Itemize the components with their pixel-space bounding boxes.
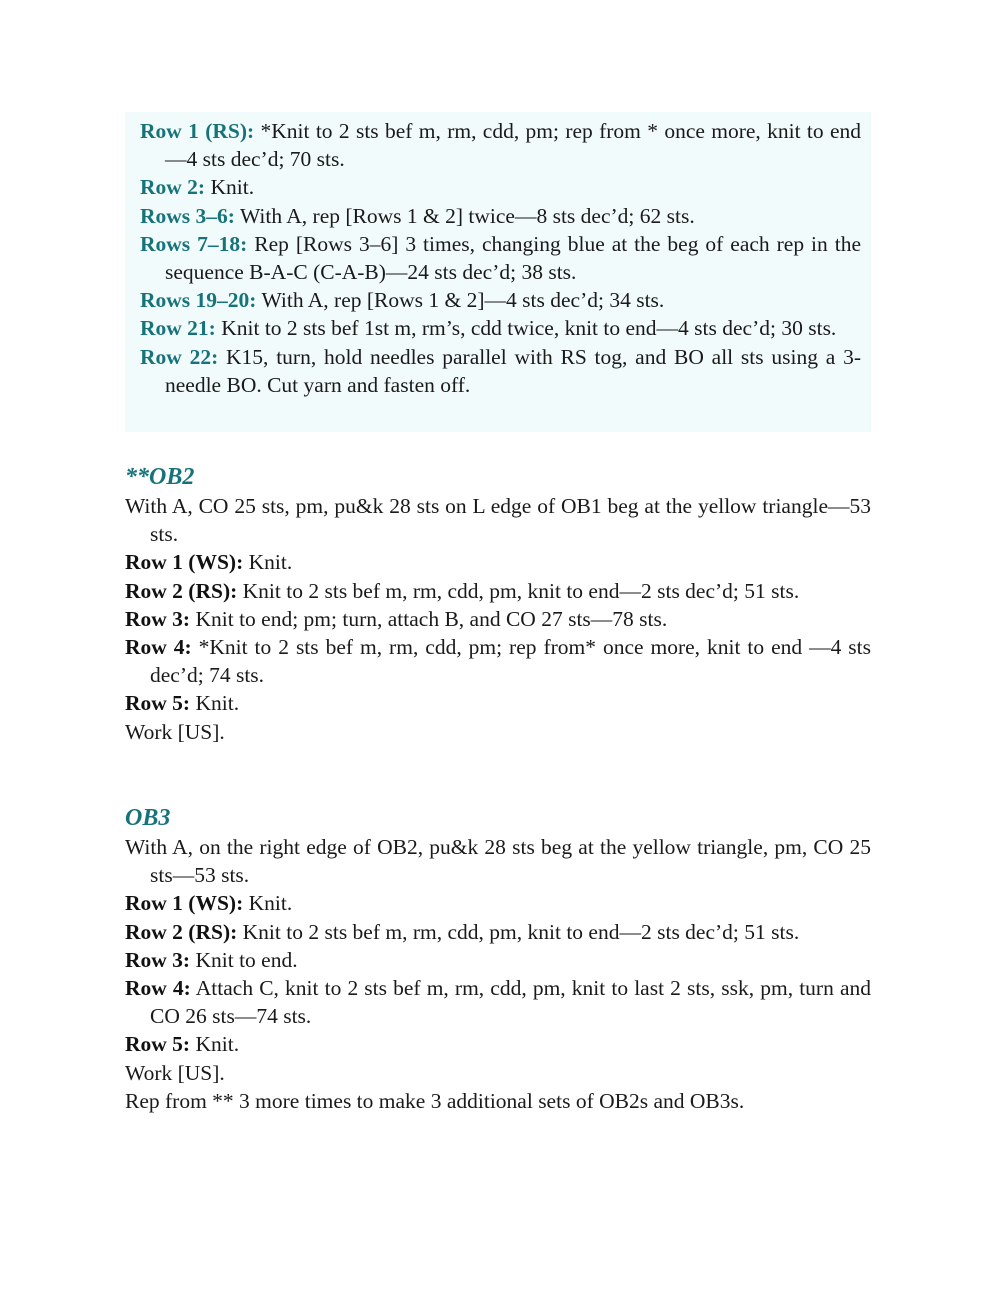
row-text: *Knit to 2 sts bef m, rm, cdd, pm; rep from * once more, knit to end—4 sts dec’d; 70 sts. — [165, 119, 861, 172]
section-intro: With A, on the right edge of OB2, pu&k 28 sts beg at the yellow triangle, pm, CO 25 sts—53 sts. — [125, 835, 871, 888]
row-label: Row 5: — [125, 691, 191, 716]
row-text: Knit to 2 sts bef m, rm, cdd, pm, knit to end—2 sts dec’d; 51 sts. — [237, 578, 800, 603]
instruction-row — [125, 918, 871, 946]
row-label: Row 4: — [125, 635, 192, 660]
row-text: Knit to end; pm; turn, attach B, and CO 27 sts—78 sts. — [190, 606, 668, 631]
instruction-row — [140, 117, 861, 173]
row-label: Row 5: — [125, 1032, 191, 1057]
shaded-instruction-block — [125, 112, 871, 432]
row-label: Row 22: — [140, 344, 219, 369]
row-text: With A, rep [Rows 1 & 2]—4 sts dec’d; 34 sts. — [256, 288, 665, 313]
instruction-row — [125, 1030, 871, 1058]
row-label: Rows 7–18: — [140, 231, 248, 256]
row-text: *Knit to 2 sts bef m, rm, cdd, pm; rep from* once more, knit to end —4 sts dec’d; 74 sts. — [150, 635, 871, 688]
row-text: Knit. — [190, 1032, 240, 1057]
section-intro: With A, CO 25 sts, pm, pu&k 28 sts on L edge of OB1 beg at the yellow triangle—53 sts. — [125, 494, 871, 547]
row-label: Row 2 (RS): — [125, 578, 238, 603]
row-label: Row 1 (RS): — [140, 119, 255, 143]
row-label: Rows 3–6: — [140, 203, 235, 228]
instruction-row — [125, 689, 871, 717]
row-text: Knit. — [243, 550, 293, 575]
instruction-row — [140, 314, 861, 342]
instruction-row — [125, 889, 871, 917]
instruction-row — [125, 633, 871, 689]
instruction-row — [140, 202, 861, 230]
row-label: Row 1 (WS): — [125, 891, 244, 916]
section-outro: Work [US]. — [125, 1060, 225, 1085]
instruction-row — [125, 577, 871, 605]
section-heading: **OB2 — [125, 464, 195, 490]
row-label: Row 3: — [125, 606, 191, 631]
section-heading: OB3 — [125, 805, 171, 831]
row-label: Row 3: — [125, 947, 191, 972]
instruction-row — [125, 548, 871, 576]
row-text: Knit. — [205, 175, 255, 200]
row-label: Row 2: — [140, 175, 206, 200]
row-text: Rep [Rows 3–6] 3 times, changing blue at the beg of each rep in the sequence B-A-C (C-A-B)—24 sts dec’d; 38 sts. — [165, 231, 861, 285]
row-label: Row 21: — [140, 316, 216, 341]
section-ob2 — [125, 462, 871, 746]
instruction-row — [125, 946, 871, 974]
row-label: Row 4: — [125, 976, 191, 1001]
row-text: Knit to 2 sts bef 1st m, rm’s, cdd twice, knit to end—4 sts dec’d; 30 sts. — [215, 316, 837, 341]
row-text: Attach C, knit to 2 sts bef m, rm, cdd, pm, knit to last 2 sts, ssk, pm, turn and CO 26 sts—74 sts. — [150, 976, 871, 1029]
row-label: Row 2 (RS): — [125, 919, 238, 944]
instruction-row — [140, 343, 861, 399]
instruction-row — [140, 230, 861, 286]
instruction-row — [140, 286, 861, 314]
instruction-row — [125, 974, 871, 1030]
instruction-row — [140, 173, 861, 201]
section-outro: Work [US]. — [125, 719, 225, 744]
row-label: Rows 19–20: — [140, 288, 257, 313]
row-text: Knit. — [190, 691, 240, 716]
section-ob3 — [125, 803, 871, 1115]
row-text: Knit to 2 sts bef m, rm, cdd, pm, knit to end—2 sts dec’d; 51 sts. — [237, 919, 800, 944]
row-text: Knit to end. — [190, 947, 298, 972]
row-label: Row 1 (WS): — [125, 550, 244, 575]
row-text: K15, turn, hold needles parallel with RS tog, and BO all sts using a 3-needle BO. Cut yarn and fasten off. — [165, 344, 862, 397]
row-text: With A, rep [Rows 1 & 2] twice—8 sts dec’d; 62 sts. — [234, 203, 695, 228]
closing-note: Rep from ** 3 more times to make 3 additional sets of OB2s and OB3s. — [125, 1088, 745, 1113]
instruction-row — [125, 605, 871, 633]
row-text: Knit. — [243, 891, 293, 916]
